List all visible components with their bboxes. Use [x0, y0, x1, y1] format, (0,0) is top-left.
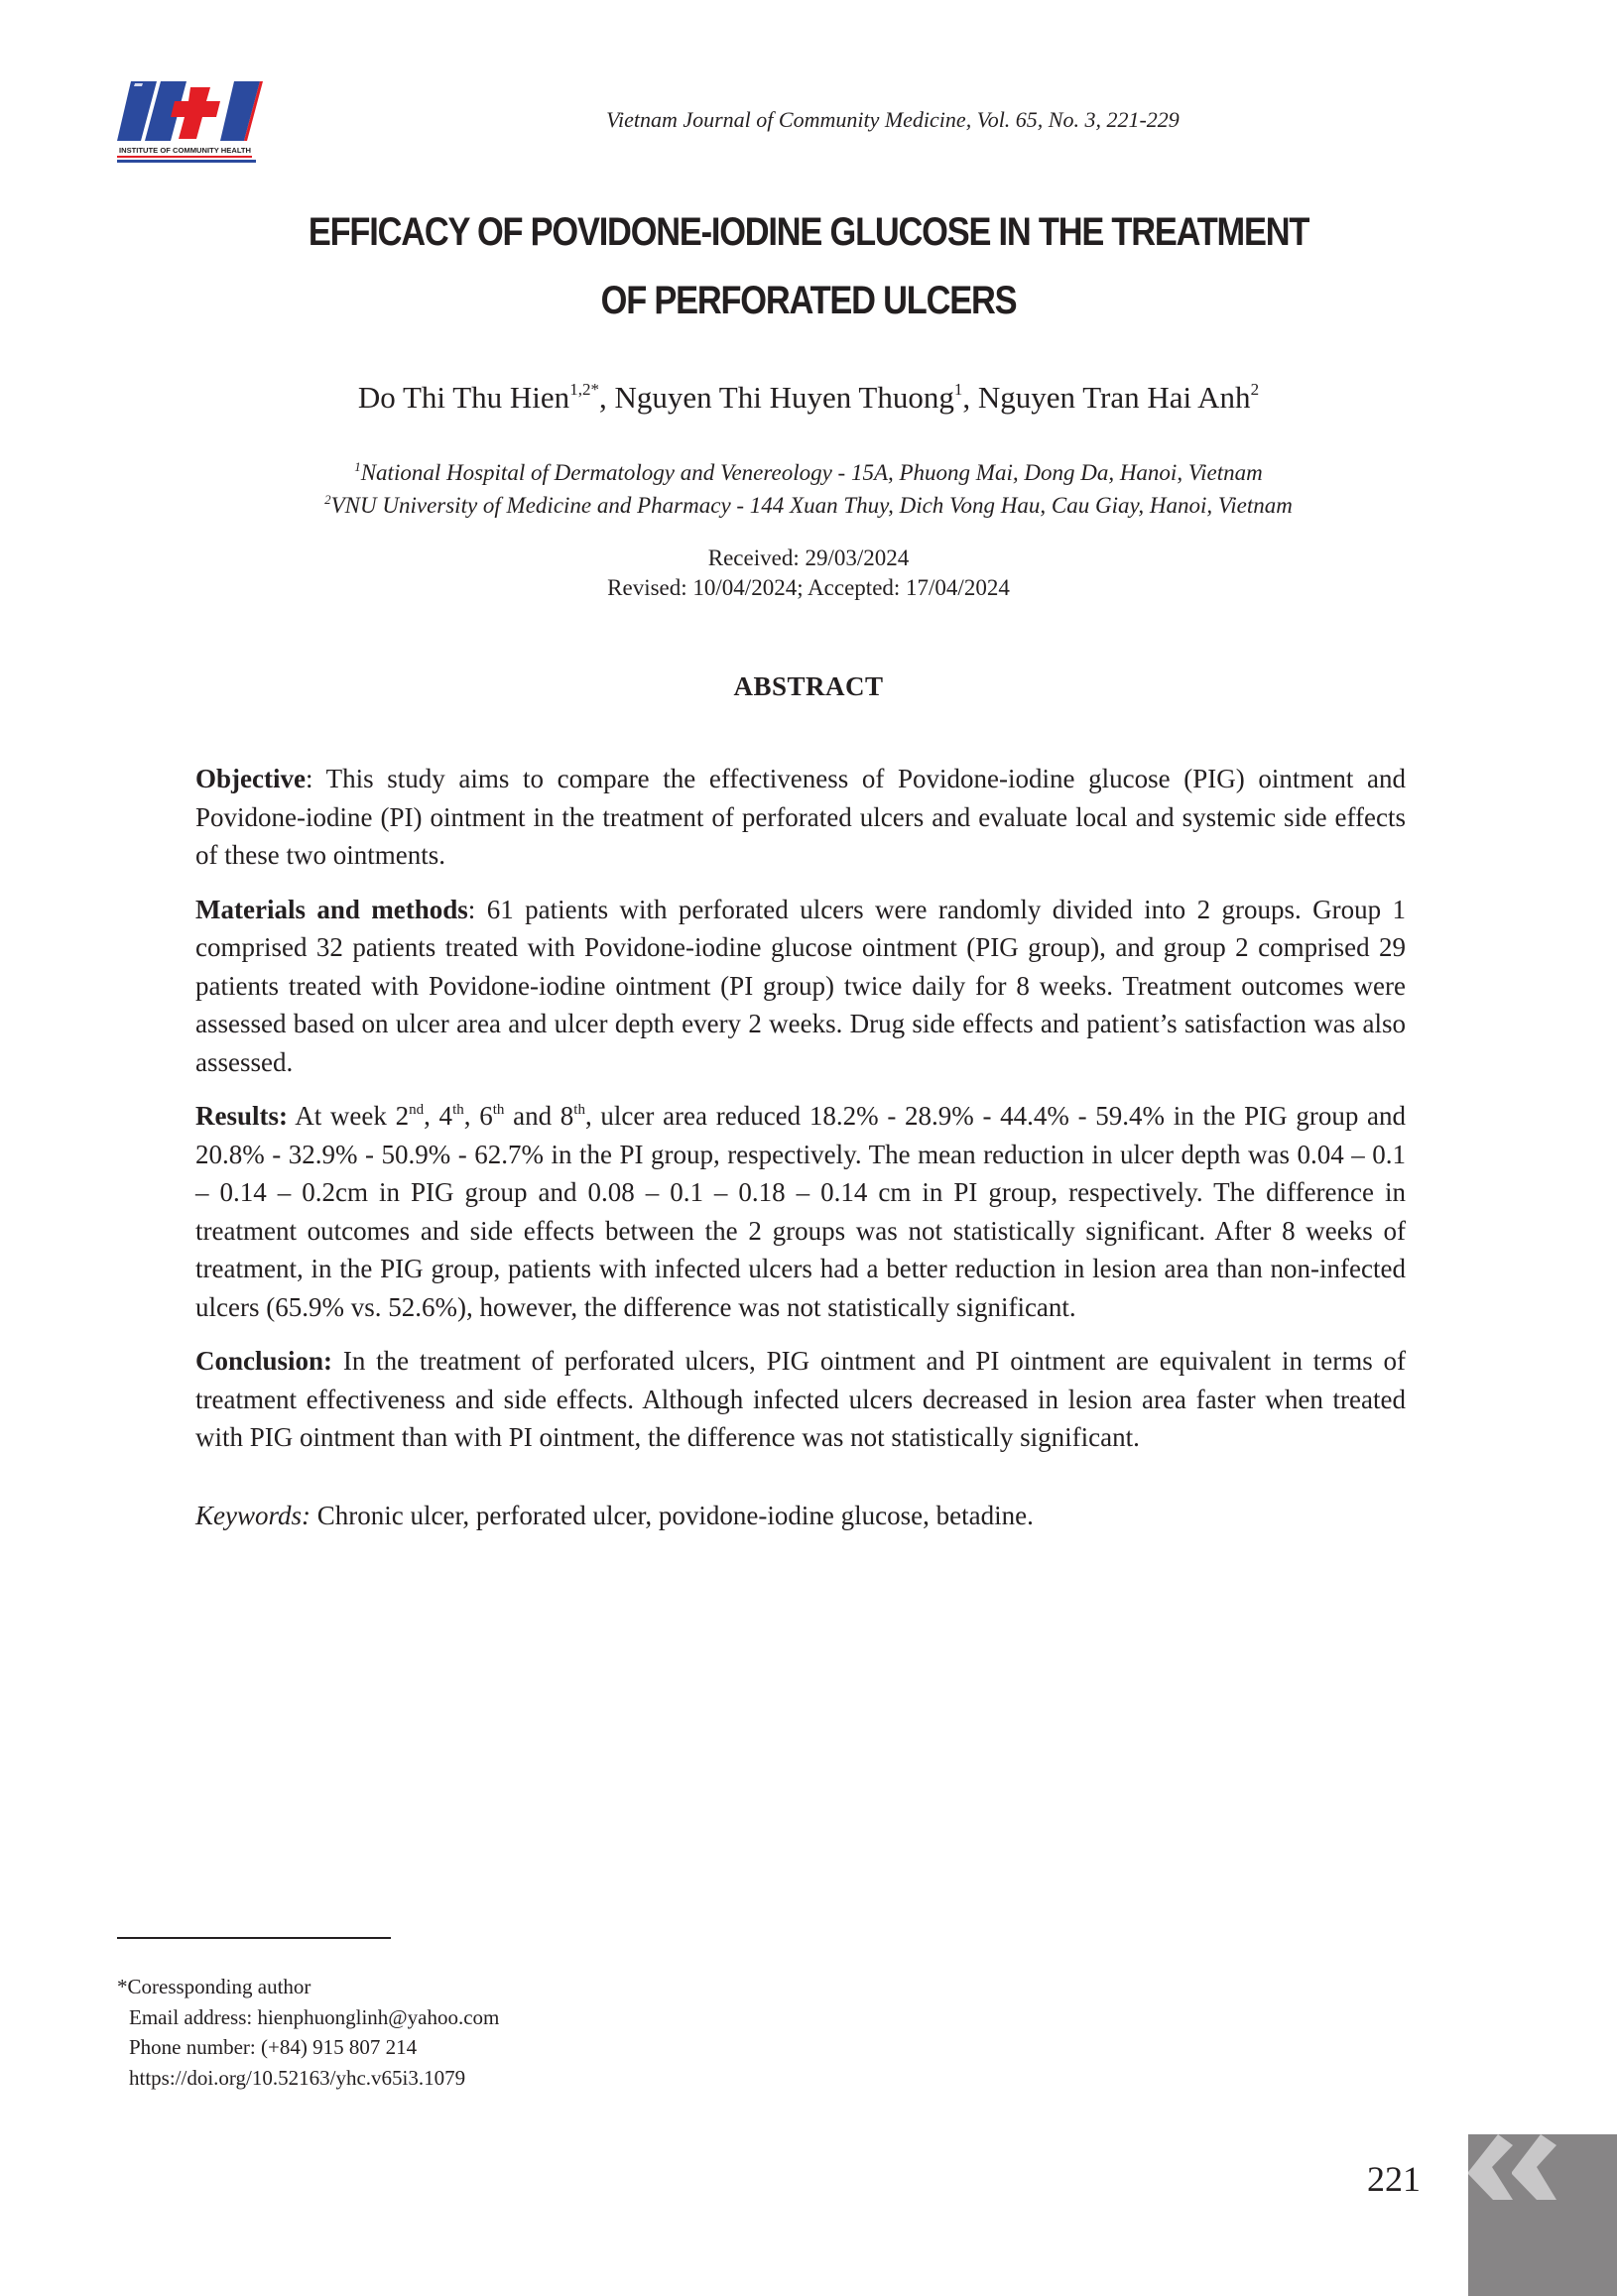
email-address: Email address: hienphuonglinh@yahoo.com: [129, 2004, 500, 2029]
section-text: , ulcer area reduced 18.2% - 28.9% - 44.4% - 59.4% in the PIG group and 20.8% - 32.9% - 50.9% - 62.7% in the PI group, respectively. The mean reduction in ulcer depth was 0.04 – 0.1 – 0.14 – 0.2cm in PIG group and 0.08 – 0.1 – 0.18 – 0.14 cm in PI group, respectively. The difference in treatment outcomes and side effects between the 2 groups was not statistically significant. After 8 weeks of treatment, in the PIG group, patients with infected ulcers had a better reduction in lesion area than non-infected ulcers (65.9% vs. 52.6%), however, the difference was not statistically significant.: [195, 1101, 1407, 1322]
affiliation-text: National Hospital of Dermatology and Venereology - 15A, Phuong Mai, Dong Da, Hanoi, Vietnam: [360, 460, 1263, 485]
affiliation: [0, 460, 1617, 486]
affiliation-sup: 2: [324, 492, 331, 507]
author-affil-sup: 1: [953, 380, 963, 399]
footnote-divider: [117, 1937, 391, 1939]
revised-accepted-dates: Revised: 10/04/2024; Accepted: 17/04/2024: [607, 575, 1010, 600]
keywords-text: Chronic ulcer, perforated ulcer, povidone-iodine glucose, betadine.: [311, 1500, 1034, 1530]
abstract-keywords: [195, 1497, 1406, 1535]
journal-citation-text: Vietnam Journal of Community Medicine, Vol. 65, No. 3, 221-229: [606, 107, 1180, 132]
section-text: In the treatment of perforated ulcers, PIG ointment and PI ointment are equivalent in terms of treatment effectiveness and side effects. Although infected ulcers decreased in lesion area faster when treated with PIG ointment than with PI ointment, the difference was not statistically significant.: [195, 1346, 1406, 1452]
journal-citation: [0, 107, 1617, 133]
author-name: Nguyen Thi Huyen Thuong: [614, 380, 954, 415]
author-list: [0, 380, 1617, 416]
abstract-body: [195, 760, 1406, 1550]
logo-text: INSTITUTE OF COMMUNITY HEALTH: [119, 146, 252, 155]
section-text: : 61 patients with perforated ulcers were randomly divided into 2 groups. Group 1 comprised 32 patients treated with Povidone-iodine glucose ointment (PIG group), and group 2 comprised 29 patients treated with Povidone-iodine ointment (PI group) twice daily for 8 weeks. Treatment outcomes were assessed based on ulcer area and ulcer depth every 2 weeks. Drug side effects and patient’s satisfaction was also assessed.: [195, 894, 1406, 1077]
corresponding-author-note: *Coressponding author: [117, 1975, 311, 1998]
section-text: and 8: [504, 1101, 574, 1131]
doi-link[interactable]: https://doi.org/10.52163/yhc.v65i3.1079: [129, 2065, 466, 2090]
section-label: Materials and methods: [195, 894, 468, 924]
ordinal-sup: th: [452, 1102, 464, 1118]
keywords-label: Keywords:: [195, 1500, 311, 1530]
author-separator: ,: [962, 380, 978, 415]
double-chevron-left-icon: [1468, 2134, 1557, 2200]
abstract-heading: ABSTRACT: [733, 671, 884, 701]
affiliation-sup: 1: [354, 459, 361, 474]
section-text: At week 2: [288, 1101, 410, 1131]
abstract-conclusion: [195, 1342, 1406, 1457]
received-date: Received: 29/03/2024: [707, 545, 910, 570]
title-line-1: EFFICACY OF POVIDONE-IODINE GLUCOSE IN THE TREATMENT: [308, 210, 1309, 254]
section-text: : This study aims to compare the effectiveness of Povidone-iodine glucose (PIG) ointment and Povidone-iodine (PI) ointment in the treatment of perforated ulcers and evaluate local and systemic side effects of these two ointments.: [195, 764, 1406, 870]
paper-title: [241, 198, 1376, 335]
footnotes: [117, 1972, 499, 2093]
author-name: Nguyen Tran Hai Anh: [977, 380, 1251, 415]
section-text: , 6: [463, 1101, 493, 1131]
section-label: Objective: [195, 764, 306, 793]
affiliation-text: VNU University of Medicine and Pharmacy - 144 Xuan Thuy, Dich Vong Hau, Cau Giay, Hanoi, Vietnam: [330, 493, 1293, 518]
abstract-objective: [195, 760, 1406, 875]
author-name: Do Thi Thu Hien: [357, 380, 570, 415]
abstract-methods: [195, 891, 1406, 1082]
phone-number: Phone number: (+84) 915 807 214: [129, 2035, 418, 2059]
section-text: , 4: [424, 1101, 453, 1131]
affiliation: [0, 493, 1617, 519]
section-label: Conclusion:: [195, 1346, 333, 1376]
page-number: 221: [1367, 2159, 1421, 2199]
section-label: Results:: [195, 1101, 288, 1131]
author-affil-sup: 2: [1250, 380, 1260, 399]
abstract-results: [195, 1097, 1406, 1326]
author-separator: ,: [598, 380, 615, 415]
title-line-2: OF PERFORATED ULCERS: [600, 279, 1017, 322]
ordinal-sup: th: [573, 1102, 585, 1118]
ordinal-sup: th: [492, 1102, 505, 1118]
author-affil-sup: 1,2*: [569, 380, 599, 399]
ordinal-sup: nd: [409, 1102, 425, 1118]
